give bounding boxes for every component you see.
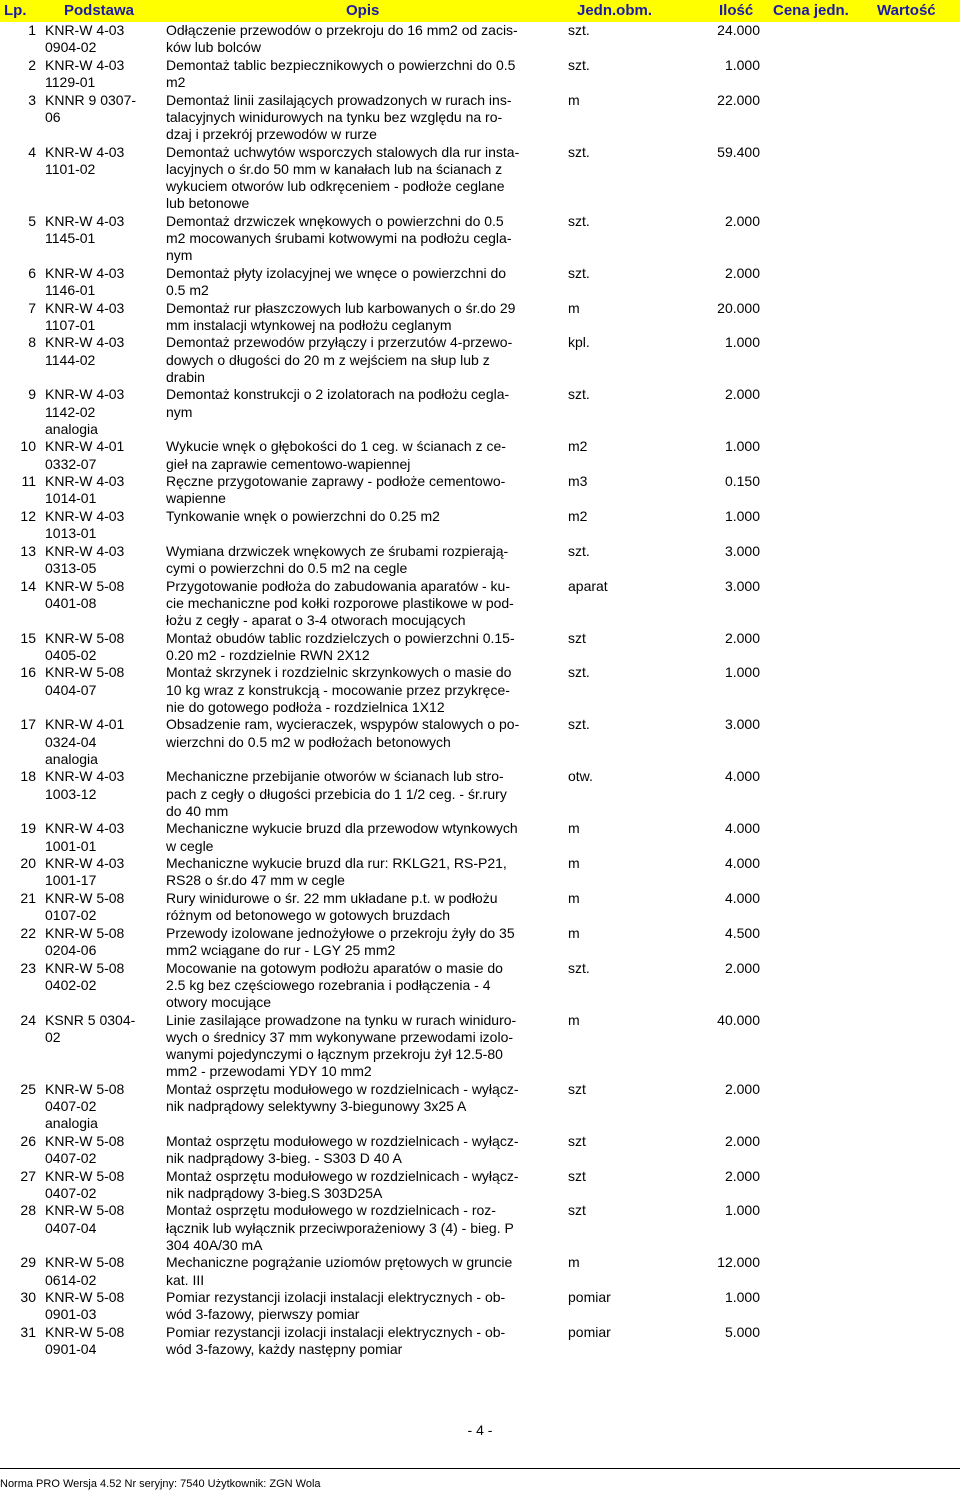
row-unit: m	[568, 889, 580, 906]
table-row	[0, 144, 960, 213]
row-basis: KNR-W 5-08 0901-03	[45, 1289, 125, 1323]
footer-text: Norma PRO Wersja 4.52 Nr seryjny: 7540 Użytkownik: ZGN Wola	[0, 1478, 321, 1490]
row-description: Mocowanie na gotowym podłożu aparatów o masie do 2.5 kg bez częściowego rozebrania i podłączenia - 4 otwory mocujące	[166, 959, 503, 1010]
row-basis: KNR-W 4-03 1001-17	[45, 855, 125, 889]
row-basis: KNR-W 4-03 1144-02	[45, 334, 125, 368]
row-description: Demontaż płyty izolacyjnej we wnęce o powierzchni do 0.5 m2	[166, 264, 507, 298]
row-basis: KNR-W 4-03 0904-02	[45, 22, 125, 56]
row-quantity: 2.000	[724, 1167, 760, 1184]
row-description: Montaż skrzynek i rozdzielnic skrzynkowych o masie do 10 kg wraz z konstrukcją - mocowanie przez przykręce- nie do gotowego podłoża - rozdzielnica 1X12	[166, 664, 512, 715]
table-row	[0, 92, 960, 144]
row-description: Demontaż uchwytów wsporczych stalowych dla rur insta- lacyjnych o śr.do 50 mm w kanałach lub na ścianach z wykuciem otworów lub odkręceniem - podłoże ceglane lub betonowe	[166, 143, 520, 212]
row-unit: m	[568, 1254, 580, 1271]
row-basis: KNR-W 4-03 1014-01	[45, 473, 125, 507]
row-quantity: 3.000	[724, 577, 760, 594]
header-unit-price: Cena jedn.	[773, 2, 849, 19]
footer-divider	[0, 1468, 960, 1469]
row-description: Przygotowanie podłoża do zabudowania aparatów - ku- cie mechaniczne pod kołki rozporowe plastikowe w pod- łożu z cegły - aparat o 3-4 otworach mocujących	[166, 577, 514, 628]
row-number: 3	[28, 91, 36, 108]
header-lp: Lp.	[4, 2, 27, 19]
row-basis: KNR-W 4-01 0332-07	[45, 438, 125, 472]
row-basis: KNR-W 4-03 1142-02 analogia	[45, 386, 125, 437]
table-row	[0, 22, 960, 57]
table-row	[0, 855, 960, 890]
row-quantity: 4.000	[724, 768, 760, 785]
row-quantity: 1.000	[724, 664, 760, 681]
table-row	[0, 543, 960, 578]
row-number: 20	[20, 855, 36, 872]
row-unit: m3	[568, 473, 588, 490]
row-number: 2	[28, 56, 36, 73]
row-number: 31	[20, 1323, 36, 1340]
table-row	[0, 213, 960, 265]
row-unit: pomiar	[568, 1323, 611, 1340]
table-row	[0, 57, 960, 92]
row-basis: KNR-W 4-03 1145-01	[45, 212, 125, 246]
row-unit: szt	[568, 1167, 586, 1184]
row-quantity: 59.400	[717, 143, 760, 160]
row-number: 1	[28, 22, 36, 38]
table-row	[0, 768, 960, 820]
row-number: 14	[20, 577, 36, 594]
row-quantity: 2.000	[724, 1080, 760, 1097]
row-description: Pomiar rezystancji izolacji instalacji elektrycznych - ob- wód 3-fazowy, pierwszy pomiar	[166, 1289, 506, 1323]
row-number: 24	[20, 1011, 36, 1028]
row-quantity: 2.000	[724, 212, 760, 229]
row-basis: KNR-W 4-03 0313-05	[45, 542, 125, 576]
row-unit: pomiar	[568, 1289, 611, 1306]
row-unit: szt.	[568, 56, 590, 73]
header-value: Wartość	[877, 2, 936, 19]
row-description: Montaż osprzętu modułowego w rozdzielnicach - wyłącz- nik nadprądowy selektywny 3-biegunowy 3x25 A	[166, 1080, 519, 1114]
table-row	[0, 820, 960, 855]
table-row	[0, 630, 960, 665]
row-basis: KNR-W 5-08 0404-07	[45, 664, 125, 698]
row-unit: m	[568, 855, 580, 872]
row-description: Pomiar rezystancji izolacji instalacji elektrycznych - ob- wód 3-fazowy, każdy następny pomiar	[166, 1323, 506, 1358]
table-row	[0, 925, 960, 960]
row-number: 19	[20, 820, 36, 837]
row-unit: aparat	[568, 577, 608, 594]
row-unit: otw.	[568, 768, 593, 785]
row-number: 28	[20, 1202, 36, 1219]
table-row	[0, 1289, 960, 1324]
row-description: Rury winidurowe o śr. 22 mm układane p.t. w podłożu różnym od betonowego w gotowych bruzdach	[166, 889, 498, 924]
row-quantity: 5.000	[724, 1323, 760, 1340]
row-number: 11	[21, 473, 36, 490]
row-basis: KNR-W 4-03 1001-01	[45, 820, 125, 854]
row-description: Ręczne przygotowanie zaprawy - podłoże cementowo- wapienne	[166, 473, 506, 507]
row-description: Montaż osprzętu modułowego w rozdzielnicach - wyłącz- nik nadprądowy 3-bieg.S 303D25A	[166, 1167, 519, 1201]
row-description: Demontaż konstrukcji o 2 izolatorach na podłożu cegla- nym	[166, 386, 510, 420]
row-basis: KNR-W 5-08 0614-02	[45, 1254, 125, 1288]
row-unit: m2	[568, 507, 588, 524]
table-row	[0, 1324, 960, 1359]
table-row	[0, 664, 960, 716]
header-quantity: Ilość	[719, 2, 754, 19]
row-description: Wykucie wnęk o głębokości do 1 ceg. w ścianach z ce- gieł na zaprawie cementowo-wapiennej	[166, 438, 506, 472]
table-row	[0, 438, 960, 473]
header-unit: Jedn.obm.	[577, 2, 653, 19]
row-unit: m2	[568, 438, 588, 455]
row-unit: m	[568, 924, 580, 941]
row-unit: m	[568, 820, 580, 837]
row-number: 12	[20, 507, 36, 524]
row-quantity: 0.150	[724, 473, 760, 490]
row-quantity: 40.000	[717, 1011, 760, 1028]
row-description: Montaż osprzętu modułowego w rozdzielnicach - wyłącz- nik nadprądowy 3-bieg. - S303 D 40 A	[166, 1132, 519, 1166]
row-basis: KNR-W 5-08 0901-04	[45, 1323, 125, 1358]
row-quantity: 2.000	[724, 264, 760, 281]
row-unit: szt	[568, 1132, 586, 1149]
row-basis: KNR-W 5-08 0407-04	[45, 1202, 125, 1236]
row-quantity: 2.000	[724, 629, 760, 646]
row-quantity: 1.000	[724, 56, 760, 73]
row-unit: szt.	[568, 664, 590, 681]
table-row	[0, 300, 960, 335]
row-unit: szt.	[568, 959, 590, 976]
row-description: Demontaż rur płaszczowych lub karbowanych o śr.do 29 mm instalacji wtynkowej na podłożu ceglanym	[166, 299, 516, 333]
row-description: Demontaż drzwiczek wnękowych o powierzchni do 0.5 m2 mocowanych śrubami kotwowymi na podłożu cegla- nym	[166, 212, 512, 264]
table-row	[0, 578, 960, 630]
table-header	[0, 0, 960, 22]
row-unit: szt	[568, 1202, 586, 1219]
row-basis: KNR-W 5-08 0407-02	[45, 1167, 125, 1201]
row-basis: KSNR 5 0304- 02	[45, 1011, 136, 1045]
row-quantity: 4.000	[724, 820, 760, 837]
row-quantity: 2.000	[724, 1132, 760, 1149]
row-unit: szt	[568, 629, 586, 646]
row-unit: szt.	[568, 386, 590, 403]
row-number: 6	[28, 264, 36, 281]
row-basis: KNR-W 4-03 1146-01	[45, 264, 125, 298]
row-number: 18	[20, 768, 36, 785]
row-unit: szt.	[568, 264, 590, 281]
row-unit: m	[568, 299, 580, 316]
row-description: Demontaż linii zasilających prowadzonych w rurach ins- talacyjnych winidurowych na tynku bez względu na ro- dzaj i przekrój przewodów w rurze	[166, 91, 512, 142]
row-description: Linie zasilające prowadzone na tynku w rurach winiduro- wych o średnicy 37 mm wykonywane przewodami izolo- wanymi pojedynczymi o łącznym przekroju żył 12.5-80 mm2 - przewodami YDY 10 mm2	[166, 1011, 517, 1080]
row-basis: KNR-W 5-08 0405-02	[45, 629, 125, 663]
table-row	[0, 716, 960, 768]
row-basis: KNR-W 5-08 0107-02	[45, 889, 125, 924]
row-number: 8	[28, 334, 36, 351]
row-quantity: 24.000	[717, 22, 760, 38]
table-row	[0, 1081, 960, 1133]
row-number: 4	[28, 143, 36, 160]
row-description: Montaż obudów tablic rozdzielczych o powierzchni 0.15- 0.20 m2 - rozdzielnie RWN 2X12	[166, 629, 515, 663]
table-row	[0, 386, 960, 438]
row-number: 23	[20, 959, 36, 976]
row-basis: KNR-W 5-08 0204-06	[45, 924, 125, 958]
row-number: 9	[28, 386, 36, 403]
row-number: 26	[20, 1132, 36, 1149]
row-unit: szt.	[568, 143, 590, 160]
header-description: Opis	[346, 2, 380, 19]
row-quantity: 2.000	[724, 959, 760, 976]
table-body	[0, 22, 960, 1359]
row-quantity: 3.000	[724, 542, 760, 559]
row-unit: szt.	[568, 22, 590, 38]
row-basis: KNR-W 5-08 0407-02	[45, 1132, 125, 1166]
row-number: 17	[20, 716, 36, 733]
row-unit: szt	[568, 1080, 586, 1097]
row-description: Wymiana drzwiczek wnękowych ze śrubami rozpierają- cymi o powierzchni do 0.5 m2 na cegle	[166, 542, 509, 576]
row-quantity: 2.000	[724, 386, 760, 403]
row-number: 22	[20, 924, 36, 941]
row-number: 27	[20, 1167, 36, 1184]
row-quantity: 3.000	[724, 716, 760, 733]
table-row	[0, 473, 960, 508]
table-row	[0, 508, 960, 543]
row-number: 5	[28, 212, 36, 229]
row-unit: szt.	[568, 716, 590, 733]
row-number: 13	[20, 542, 36, 559]
page-number: - 4 -	[467, 1422, 493, 1438]
row-basis: KNR-W 4-03 1013-01	[45, 507, 125, 542]
row-quantity: 20.000	[717, 299, 760, 316]
row-description: Montaż osprzętu modułowego w rozdzielnicach - roz- łącznik lub wyłącznik przeciwporażeniowy 3 (4) - bieg. P 304 40A/30 mA	[166, 1202, 514, 1253]
row-description: Mechaniczne przebijanie otworów w ścianach lub stro- pach z cegły o długości przebicia do 1 1/2 ceg. - śr.rury do 40 mm	[166, 768, 507, 819]
row-number: 29	[20, 1254, 36, 1271]
row-quantity: 1.000	[724, 507, 760, 524]
row-description: Mechaniczne wykucie bruzd dla przewodow wtynkowych w cegle	[166, 820, 518, 854]
row-quantity: 1.000	[724, 1289, 760, 1306]
table-row	[0, 1254, 960, 1289]
row-number: 21	[20, 889, 36, 906]
row-description: Odłączenie przewodów o przekroju do 16 mm2 od zacis- ków lub bolców	[166, 22, 518, 56]
header-basis: Podstawa	[64, 2, 135, 19]
row-description: Mechaniczne wykucie bruzd dla rur: RKLG21, RS-P21, RS28 o śr.do 47 mm w cegle	[166, 855, 507, 889]
row-quantity: 4.000	[724, 889, 760, 906]
row-quantity: 4.000	[724, 855, 760, 872]
row-quantity: 4.500	[724, 924, 760, 941]
row-description: Tynkowanie wnęk o powierzchni do 0.25 m2	[166, 507, 440, 524]
row-description: Demontaż przewodów przyłączy i przerzutów 4-przewo- dowych o długości do 20 m z wejściem na słup lub z drabin	[166, 334, 513, 385]
row-number: 30	[20, 1289, 36, 1306]
row-basis: KNR-W 5-08 0407-02 analogia	[45, 1080, 125, 1132]
row-basis: KNNR 9 0307- 06	[45, 91, 137, 125]
row-number: 10	[20, 438, 36, 455]
row-number: 15	[20, 629, 36, 646]
row-unit: szt.	[568, 542, 590, 559]
row-basis: KNR-W 4-03 1107-01	[45, 299, 125, 333]
row-number: 16	[20, 664, 36, 681]
row-unit: szt.	[568, 212, 590, 229]
table-row	[0, 1168, 960, 1203]
row-description: Demontaż tablic bezpiecznikowych o powierzchni do 0.5 m2	[166, 56, 516, 90]
row-description: Przewody izolowane jednożyłowe o przekroju żyły do 35 mm2 wciągane do rur - LGY 25 mm2	[166, 924, 515, 958]
row-basis: KNR-W 4-03 1003-12	[45, 768, 125, 802]
row-basis: KNR-W 4-01 0324-04 analogia	[45, 716, 125, 767]
row-number: 7	[28, 299, 36, 316]
table-row	[0, 334, 960, 386]
table-row	[0, 1012, 960, 1081]
row-unit: m	[568, 91, 580, 108]
row-basis: KNR-W 5-08 0401-08	[45, 577, 125, 611]
table-row	[0, 265, 960, 300]
row-basis: KNR-W 4-03 1129-01	[45, 56, 125, 90]
row-number: 25	[20, 1080, 36, 1097]
row-basis: KNR-W 5-08 0402-02	[45, 959, 125, 993]
row-quantity: 1.000	[724, 1202, 760, 1219]
row-description: Mechaniczne pogrążanie uziomów prętowych w gruncie kat. III	[166, 1254, 513, 1288]
table-row	[0, 960, 960, 1012]
table-row	[0, 890, 960, 925]
row-quantity: 12.000	[717, 1254, 760, 1271]
row-quantity: 22.000	[717, 91, 760, 108]
table-row	[0, 1133, 960, 1168]
row-quantity: 1.000	[724, 334, 760, 351]
row-description: Obsadzenie ram, wycieraczek, wspypów stalowych o po- wierzchni do 0.5 m2 w podłożach betonowych	[166, 716, 520, 750]
row-unit: kpl.	[568, 334, 590, 351]
row-basis: KNR-W 4-03 1101-02	[45, 143, 125, 177]
row-quantity: 1.000	[724, 438, 760, 455]
table-row	[0, 1202, 960, 1254]
row-unit: m	[568, 1011, 580, 1028]
